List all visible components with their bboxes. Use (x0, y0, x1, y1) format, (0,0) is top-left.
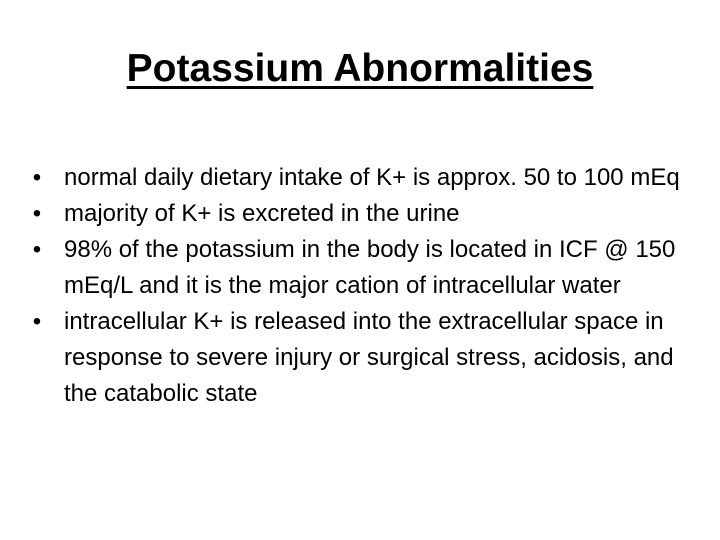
bullet-text: intracellular K+ is released into the extracellular space in response to severe injury or surgical stress, acidosis, and the catabolic state (64, 308, 674, 407)
bullet-item (27, 196, 692, 232)
bullet-marker-icon: • (32, 164, 42, 191)
bullet-marker-icon: • (32, 236, 42, 263)
slide-title-text: Potassium Abnormalities (126, 47, 594, 90)
bullet-item (27, 304, 692, 412)
slide-title (0, 42, 720, 96)
bullet-text: majority of K+ is excreted in the urine (64, 200, 460, 227)
bullet-text: 98% of the potassium in the body is located in ICF @ 150 mEq/L and it is the major cation of intracellular water (64, 236, 676, 299)
bullet-item (27, 232, 692, 304)
bullet-text: normal daily dietary intake of K+ is approx. 50 to 100 mEq (64, 164, 680, 191)
bullet-list (27, 160, 692, 412)
bullet-marker-icon: • (32, 308, 42, 335)
bullet-marker-icon: • (32, 200, 42, 227)
bullet-item (27, 160, 692, 196)
